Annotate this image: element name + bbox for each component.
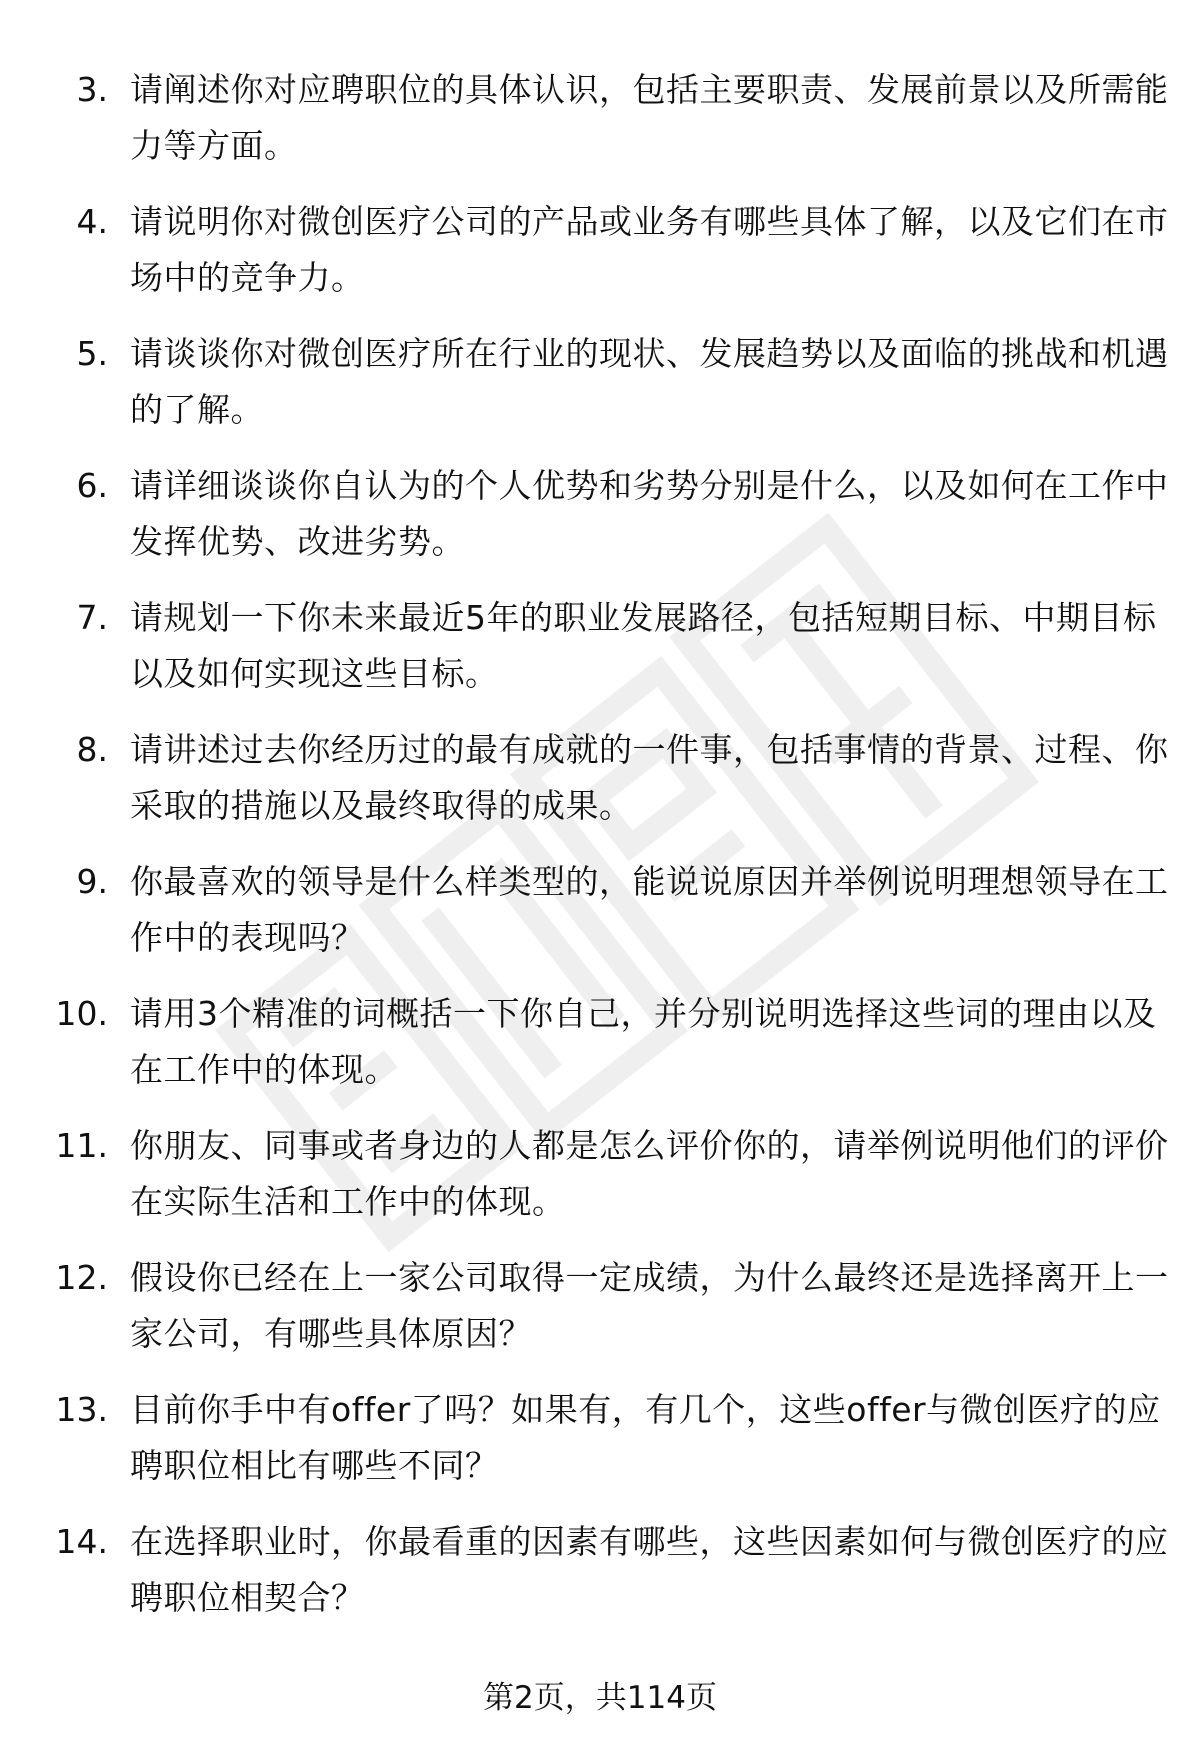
question-text: 请说明你对微创医疗公司的产品或业务有哪些具体了解，以及它们在市场中的竞争力。 [130,202,1169,297]
question-item [0,1240,1200,1372]
question-item [0,976,1200,1108]
question-item [0,844,1200,976]
question-text: 目前你手中有offer了吗？如果有，有几个，这些offer与微创医疗的应聘职位相比有哪些不同？ [130,1390,1161,1485]
question-item [0,184,1200,316]
question-text: 你朋友、同事或者身边的人都是怎么评价你的，请举例说明他们的评价在实际生活和工作中的体现。 [130,1126,1169,1221]
question-number: 7. [76,598,108,637]
question-number: 11. [55,1126,108,1165]
question-text: 假设你已经在上一家公司取得一定成绩，为什么最终还是选择离开上一家公司，有哪些具体原因？ [130,1258,1169,1353]
question-item [0,712,1200,844]
question-item [0,580,1200,712]
question-text: 请讲述过去你经历过的最有成就的一件事，包括事情的背景、过程、你采取的措施以及最终取得的成果。 [130,730,1169,825]
question-text: 请用3个精准的词概括一下你自己，并分别说明选择这些词的理由以及在工作中的体现。 [130,994,1157,1089]
question-number: 4. [76,202,108,241]
question-text: 在选择职业时，你最看重的因素有哪些，这些因素如何与微创医疗的应聘职位相契合？ [130,1522,1169,1617]
question-item [0,1372,1200,1504]
question-text: 请谈谈你对微创医疗所在行业的现状、发展趋势以及面临的挑战和机遇的了解。 [130,334,1169,429]
question-text: 请阐述你对应聘职位的具体认识，包括主要职责、发展前景以及所需能力等方面。 [130,70,1169,165]
question-item [0,1504,1200,1636]
question-number: 12. [55,1258,108,1297]
question-list [0,52,1200,1636]
question-text: 请规划一下你未来最近5年的职业发展路径，包括短期目标、中期目标以及如何实现这些目标。 [130,598,1157,693]
question-text: 你最喜欢的领导是什么样类型的，能说说原因并举例说明理想领导在工作中的表现吗？ [130,862,1169,957]
question-item [0,52,1200,184]
question-number: 10. [55,994,108,1033]
question-item [0,316,1200,448]
question-number: 14. [55,1522,108,1561]
question-item [0,1108,1200,1240]
question-number: 5. [76,334,108,373]
question-number: 3. [76,70,108,109]
page-number-footer: 第2页，共114页 [483,1680,717,1716]
question-number: 8. [76,730,108,769]
question-text: 请详细谈谈你自认为的个人优势和劣势分别是什么，以及如何在工作中发挥优势、改进劣势。 [130,466,1169,561]
question-number: 6. [76,466,108,505]
question-number: 13. [55,1390,108,1429]
question-number: 9. [76,862,108,901]
question-item [0,448,1200,580]
